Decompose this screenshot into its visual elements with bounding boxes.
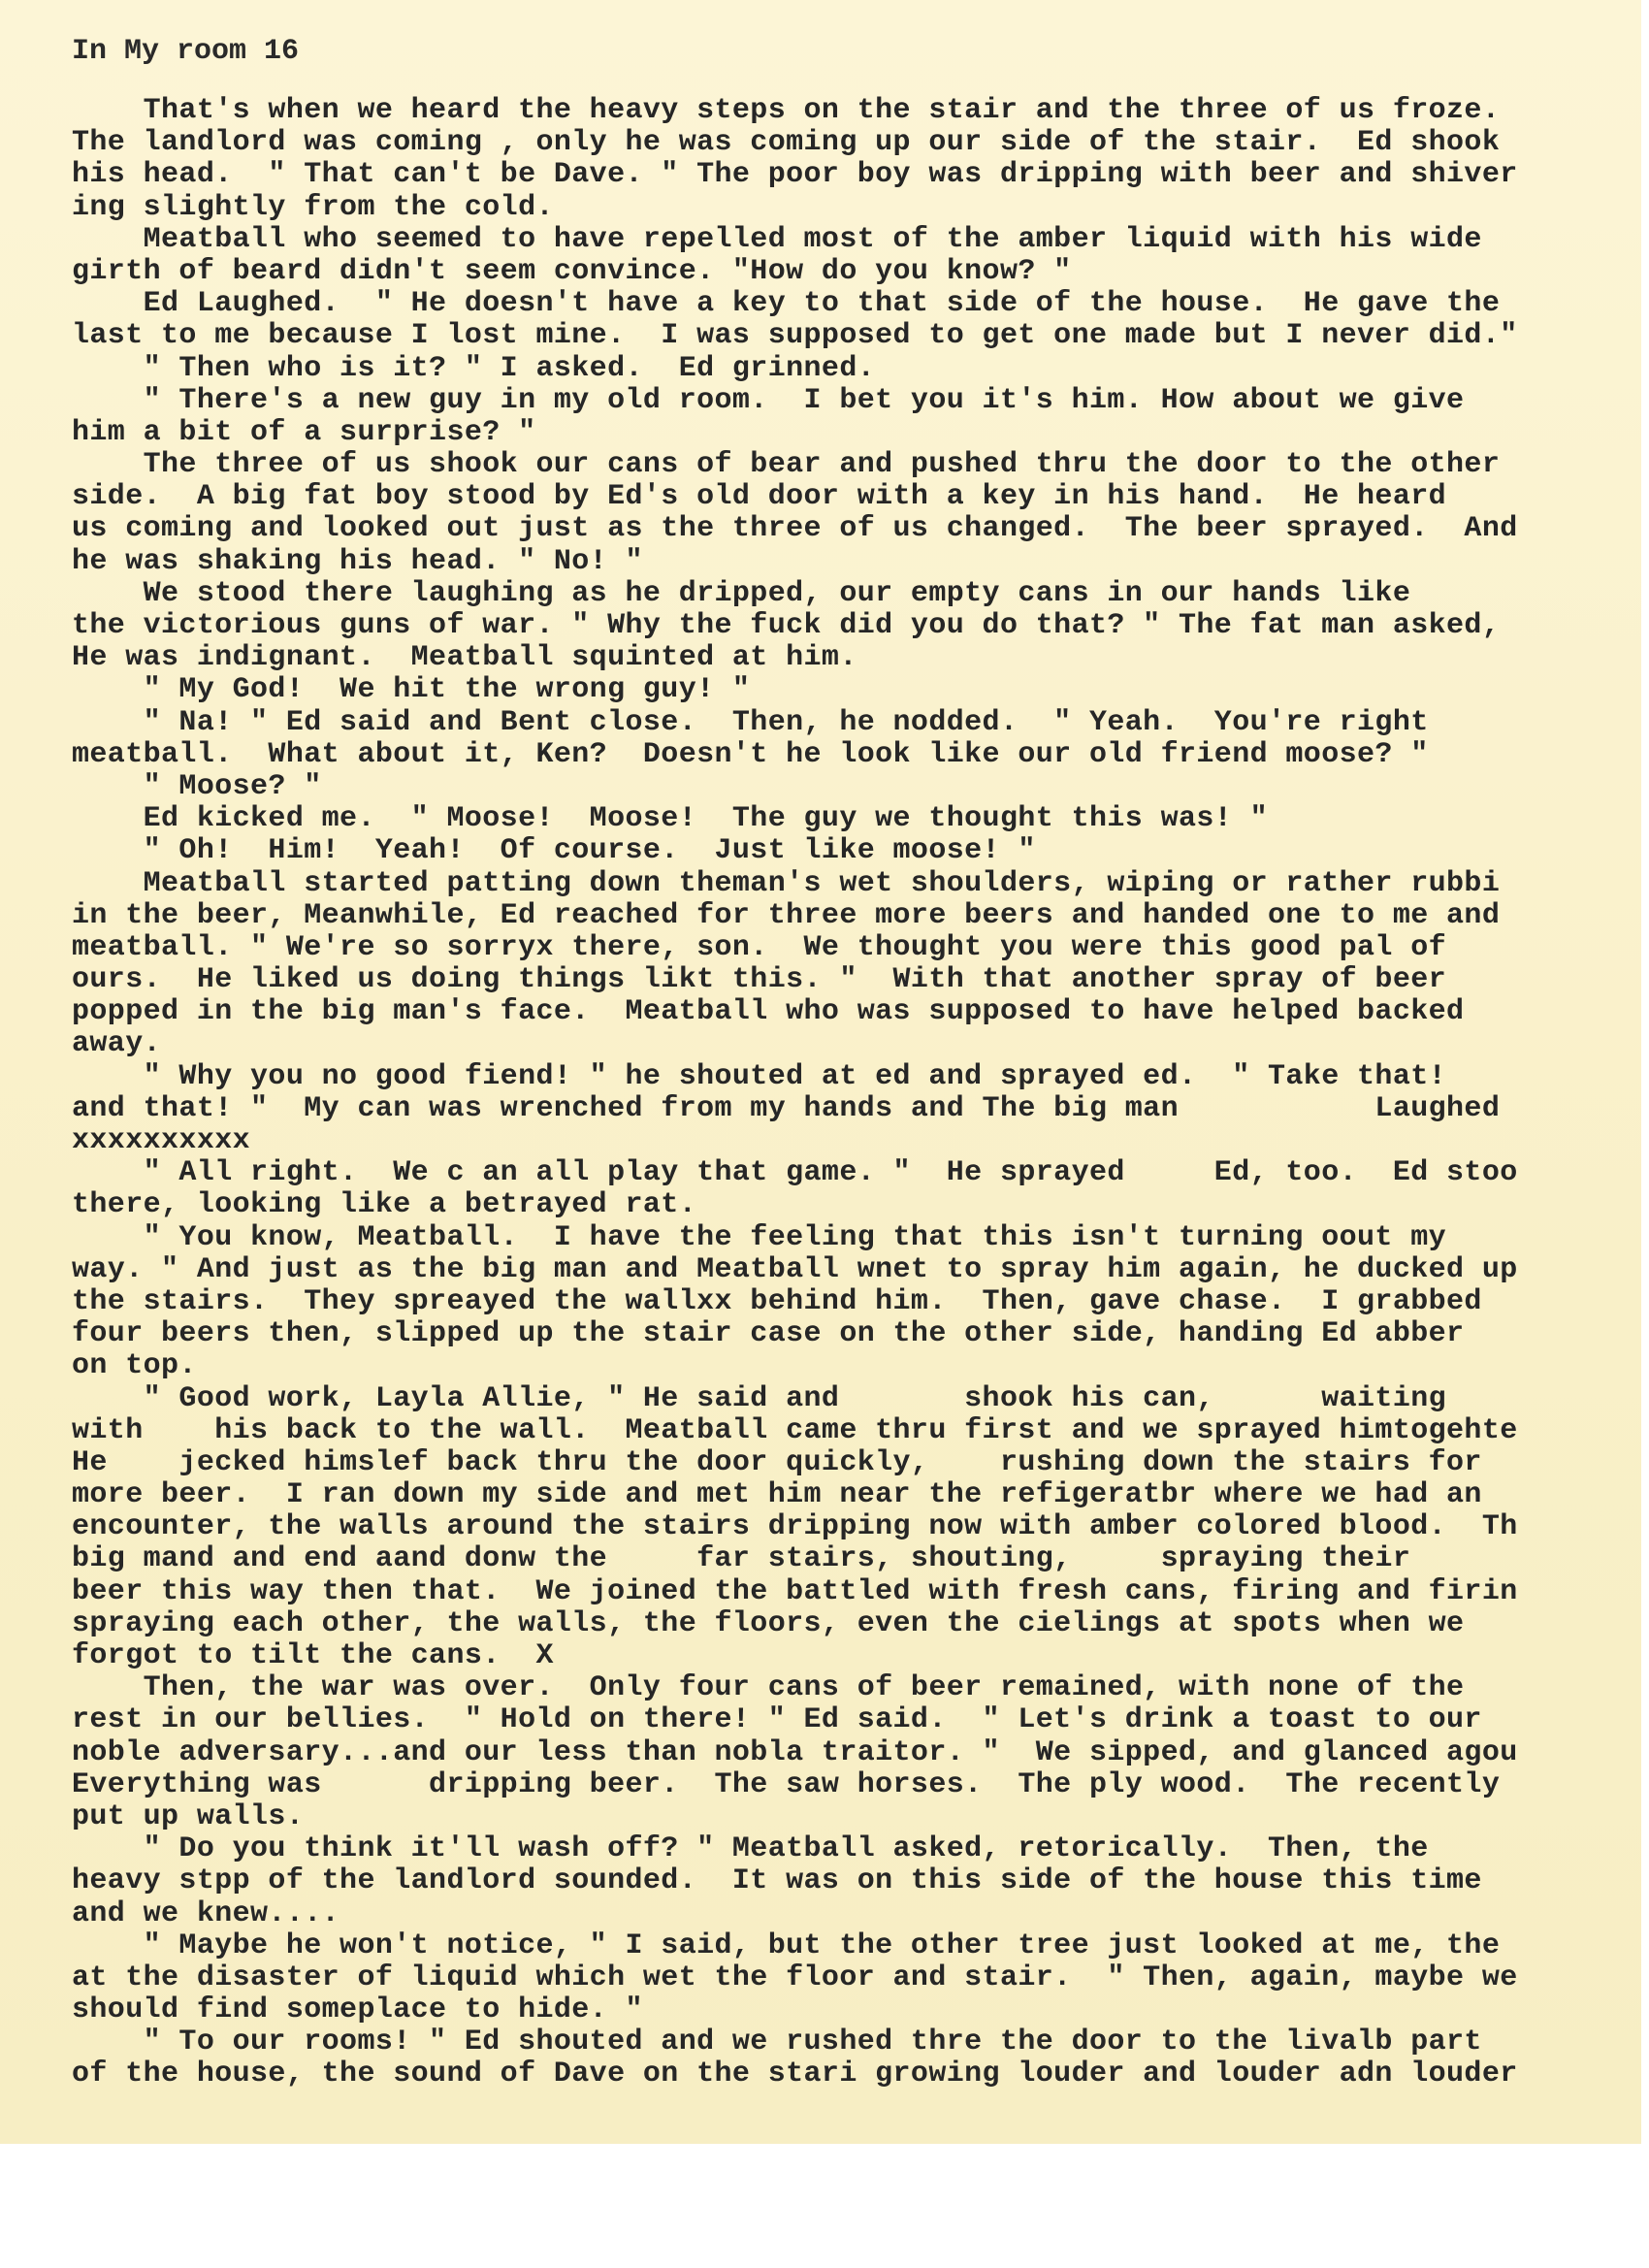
text-line: Then, the war was over. Only four cans of beer remained, with none of the — [72, 1672, 1465, 1705]
text-line: encounter, the walls around the stairs dripping now with amber colored blood. Th — [72, 1511, 1518, 1544]
text-line: beer this way then that. We joined the battled with fresh cans, firing and firin — [72, 1575, 1518, 1608]
text-line: " Maybe he won't notice, " I said, but the other tree just looked at me, the — [72, 1929, 1501, 1962]
text-line: meatball. " We're so sorryx there, son. We thought you were this good pal of — [72, 931, 1447, 964]
text-line: away. — [72, 1028, 162, 1061]
text-line: at the disaster of liquid which wet the floor and stair. " Then, again, maybe we — [72, 1961, 1518, 1994]
text-line: more beer. I ran down my side and met him near the refigeratbr where we had an — [72, 1479, 1482, 1512]
text-line: he was shaking his head. " No! " — [72, 545, 643, 578]
text-line: He jecked himslef back thru the door quickly, rushing down the stairs for — [72, 1446, 1482, 1479]
text-line: forgot to tilt the cans. X — [72, 1640, 554, 1672]
text-line: The landlord was coming , only he was coming up our side of the stair. Ed shook — [72, 127, 1501, 160]
text-line: meatball. What about it, Ken? Doesn't he look like our old friend moose? " — [72, 738, 1429, 771]
text-line: way. " And just as the big man and Meatball wnet to spray him again, he ducked up — [72, 1253, 1518, 1286]
text-line: girth of beard didn't seem convince. "How do you know? " — [72, 255, 1072, 288]
text-line: ours. He liked us doing things likt this. " With that another spray of beer — [72, 964, 1447, 997]
text-line: him a bit of a surprise? " — [72, 416, 536, 449]
text-line: put up walls. — [72, 1800, 305, 1833]
text-line: " You know, Meatball. I have the feeling that this isn't turning oout my — [72, 1221, 1447, 1254]
text-line: rest in our bellies. " Hold on there! " Ed said. " Let's drink a toast to our — [72, 1704, 1482, 1737]
text-line: Meatball started patting down theman's wet shoulders, wiping or rather rubbi — [72, 867, 1501, 900]
text-line: on top. — [72, 1350, 197, 1383]
text-line: ing slightly from the cold. — [72, 191, 554, 224]
text-line: Ed Laughed. " He doesn't have a key to that side of the house. He gave the — [72, 288, 1501, 321]
text-line: Meatball who seemed to have repelled most of the amber liquid with his wide — [72, 223, 1482, 256]
text-line: noble adversary...and our less than nobla traitor. " We sipped, and glanced agou — [72, 1736, 1518, 1769]
text-line: the stairs. They spreayed the wallxx behind him. Then, gave chase. I grabbed — [72, 1285, 1482, 1318]
text-line: big mand and end aand donw the far stairs, shouting, spraying their — [72, 1543, 1411, 1576]
text-line: four beers then, slipped up the stair case on the other side, handing Ed abber — [72, 1318, 1465, 1351]
text-line: " My God! We hit the wrong guy! " — [72, 674, 751, 707]
text-line: We stood there laughing as he dripped, our empty cans in our hands like — [72, 577, 1411, 610]
text-line: " Why you no good fiend! " he shouted at ed and sprayed ed. " Take that! — [72, 1060, 1447, 1093]
text-line: xxxxxxxxxx — [72, 1125, 251, 1157]
text-line: and we knew.... — [72, 1897, 340, 1930]
text-line: in the beer, Meanwhile, Ed reached for three more beers and handed one to me and — [72, 899, 1501, 932]
text-line: He was indignant. Meatball squinted at him. — [72, 642, 857, 675]
text-line: heavy stpp of the landlord sounded. It was on this side of the house this time — [72, 1865, 1482, 1898]
text-line: " Good work, Layla Allie, " He said and shook his can, waiting — [72, 1382, 1447, 1415]
text-line: with his back to the wall. Meatball came thru first and we sprayed himtogehte — [72, 1414, 1518, 1447]
text-line: " Oh! Him! Yeah! Of course. Just like moose! " — [72, 835, 1036, 868]
text-line: and that! " My can was wrenched from my hands and The big man Laughed — [72, 1092, 1501, 1125]
text-line: last to me because I lost mine. I was supposed to get one made but I never did." — [72, 320, 1518, 353]
text-line: Ed kicked me. " Moose! Moose! The guy we thought this was! " — [72, 803, 1268, 836]
text-line: " To our rooms! " Ed shouted and we rushed thre the door to the livalb part — [72, 2026, 1482, 2059]
text-line: " Na! " Ed said and Bent close. Then, he nodded. " Yeah. You're right — [72, 706, 1429, 739]
text-line: That's when we heard the heavy steps on the stair and the three of us froze. — [72, 95, 1501, 127]
text-line: " Then who is it? " I asked. Ed grinned. — [72, 352, 876, 385]
text-line: " Moose? " — [72, 770, 322, 803]
text-line: " Do you think it'll wash off? " Meatball asked, retorically. Then, the — [72, 1833, 1429, 1866]
text-line: popped in the big man's face. Meatball who was supposed to have helped backed — [72, 996, 1465, 1029]
text-line: us coming and looked out just as the three of us changed. The beer sprayed. And — [72, 513, 1518, 546]
text-line: his head. " That can't be Dave. " The poor boy was dripping with beer and shiver — [72, 159, 1518, 192]
typed-body-text — [72, 95, 1518, 2091]
text-line: spraying each other, the walls, the floors, even the cielings at spots when we — [72, 1607, 1465, 1640]
text-line: " There's a new guy in my old room. I bet you it's him. How about we give — [72, 384, 1465, 417]
text-line: there, looking like a betrayed rat. — [72, 1189, 697, 1222]
text-line: of the house, the sound of Dave on the stari growing louder and louder adn louder — [72, 2058, 1518, 2091]
text-line: side. A big fat boy stood by Ed's old door with a key in his hand. He heard — [72, 481, 1447, 514]
text-line: " All right. We c an all play that game. " He sprayed Ed, too. Ed stoo — [72, 1157, 1518, 1190]
text-line: Everything was dripping beer. The saw horses. The ply wood. The recently — [72, 1768, 1501, 1801]
text-line: The three of us shook our cans of bear and pushed thru the door to the other — [72, 449, 1501, 482]
page-header: In My room 16 — [72, 35, 300, 68]
text-line: the victorious guns of war. " Why the fuck did you do that? " The fat man asked, — [72, 610, 1501, 642]
text-line: should find someplace to hide. " — [72, 1994, 643, 2027]
